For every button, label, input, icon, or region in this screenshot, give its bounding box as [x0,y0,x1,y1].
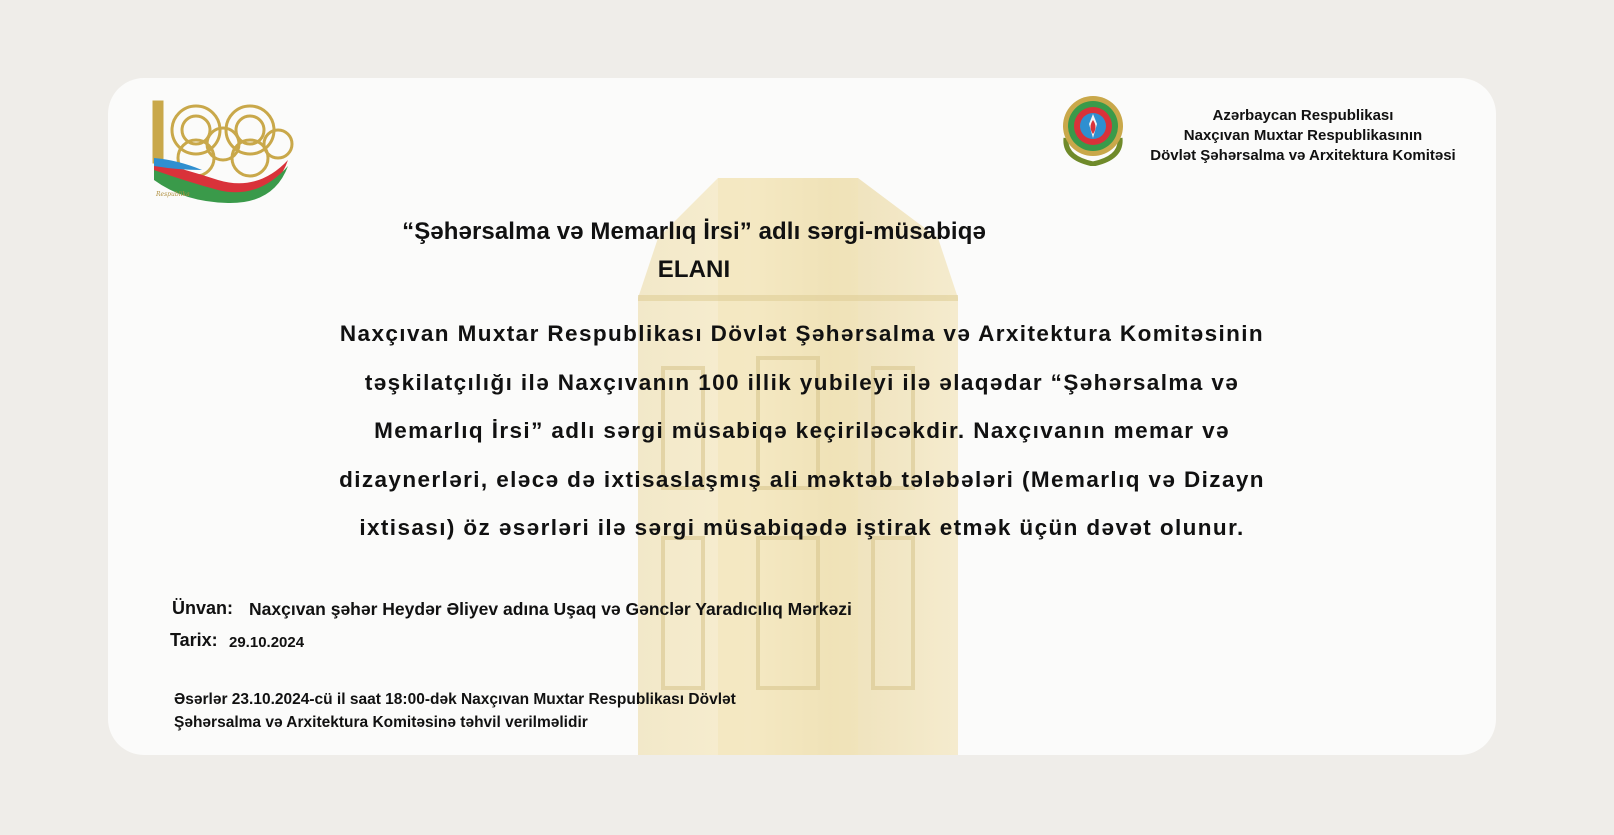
org-line: Dövlət Şəhərsalma və Arxitektura Komitəsi [1150,147,1456,164]
org-line: Naxçıvan Muxtar Respublikasının [1183,127,1423,144]
date-label: Tarix: [170,630,218,650]
svg-text:Respublika: Respublika [156,191,190,198]
announcement-card [108,78,1496,755]
centenary-100-logo [148,100,298,205]
note-line: Şəhərsalma və Arxitektura Komitəsinə təhvil verilməlidir [174,714,588,731]
address-value: Naxçıvan şəhər Heydər Əliyev adına Uşaq və Gənclər Yaradıcılıq Mərkəzi [249,599,852,619]
organization-name [1138,106,1468,166]
body-line: Memarlıq İrsi” adlı sərgi müsabiqə keçiriləcəkdir. Naxçıvanın memar və [374,418,1230,443]
state-emblem-icon [1060,94,1126,166]
body-line: təşkilatçılığı ilə Naxçıvanın 100 illik yubileyi ilə əlaqədar “Şəhərsalma və [364,369,1240,395]
address-label: Ünvan: [172,598,234,618]
announcement-heading: ELANI [657,256,731,283]
announcement-title: “Şəhərsalma və Memarlıq İrsi” adlı sərgi-müsabiqə [402,218,986,245]
body-line: ixtisası) öz əsərləri ilə sərgi müsabiqədə iştirak etmək üçün dəvət olunur. [359,515,1245,540]
body-line: dizaynerləri, eləcə də ixtisaslaşmış ali məktəb tələbələri (Memarlıq və Dizayn [339,466,1265,492]
submission-note [174,688,736,734]
org-line: Azərbaycan Respublikası [1212,107,1394,124]
announcement-body [268,310,1336,553]
note-line: Əsərlər 23.10.2024-cü il saat 18:00-dək Naxçıvan Muxtar Respublikası Dövlət [174,691,736,708]
date-value: 29.10.2024 [229,634,305,651]
body-line: Naxçıvan Muxtar Respublikası Dövlət Şəhərsalma və Arxitektura Komitəsinin [339,321,1265,346]
